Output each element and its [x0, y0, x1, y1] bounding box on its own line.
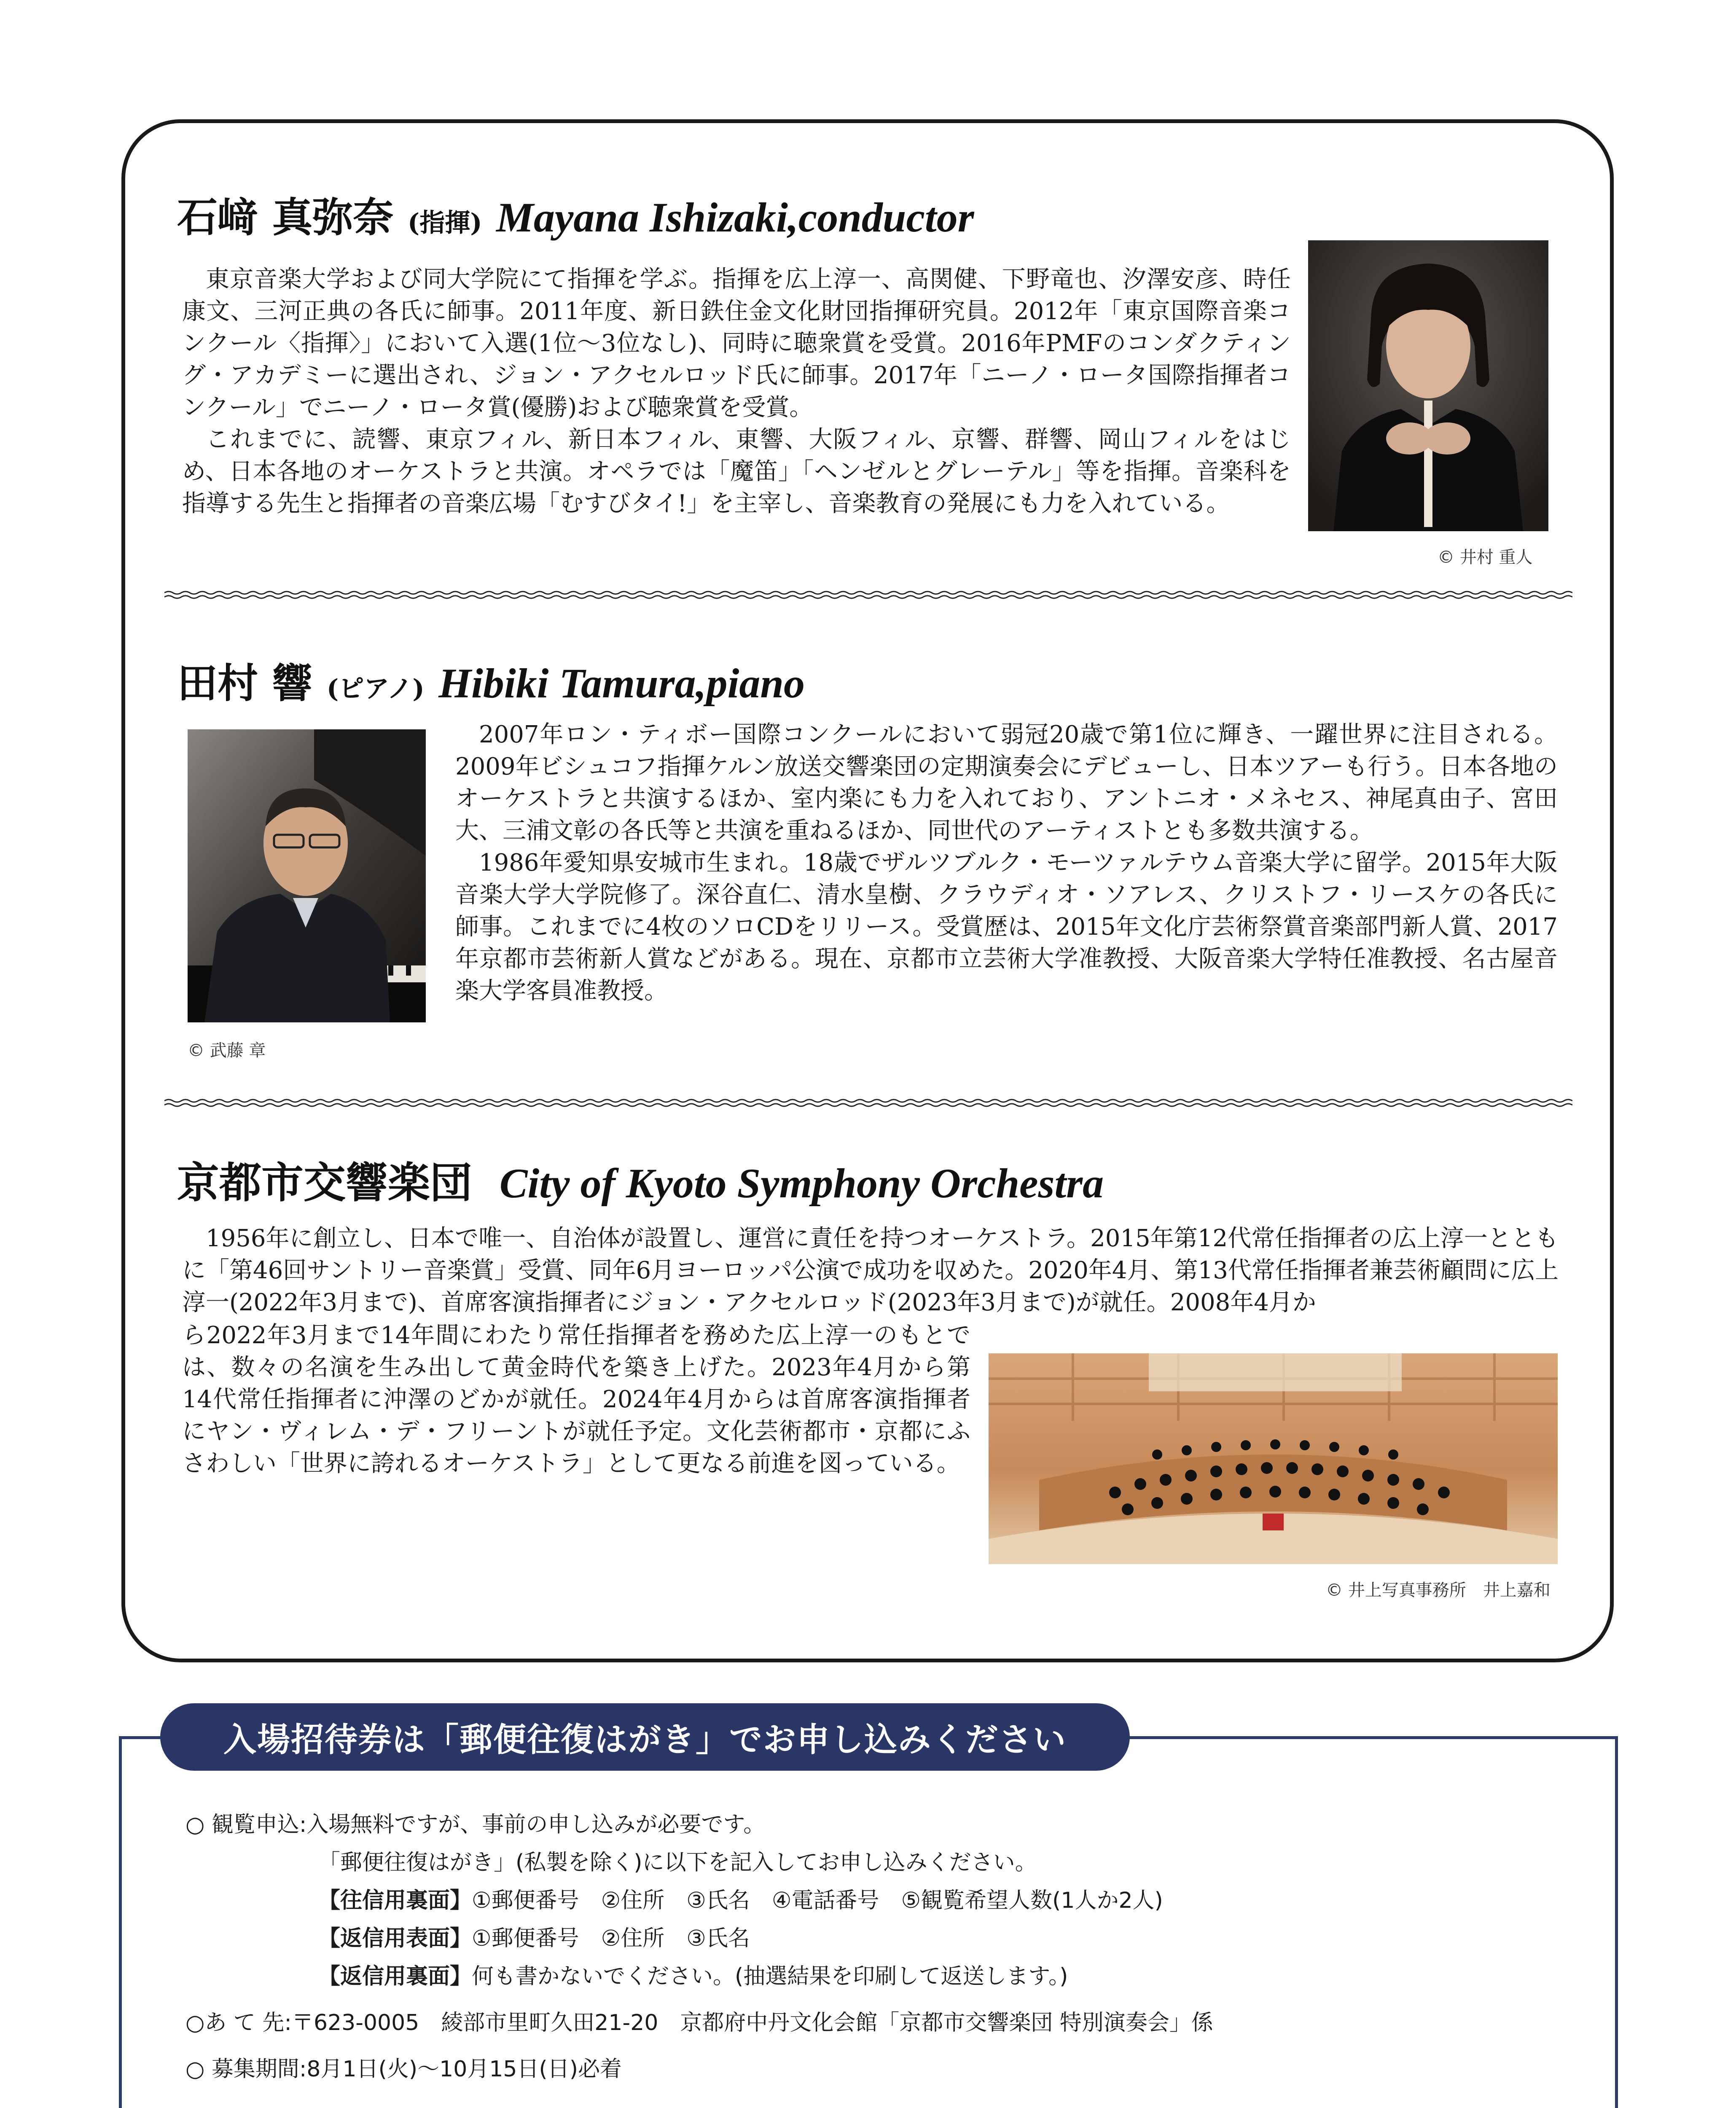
apply-reply-back-text: 何も書かないでください。(抽選結果を印刷して返送します。): [472, 1964, 1068, 1989]
apply-period-line: ○ 募集期間:8月1日(火)～10月15日(日)必着: [185, 2057, 622, 2082]
pianist-heading: [177, 651, 805, 709]
pianist-bio-paragraph: 2007年ロン・ティボー国際コンクールにおいて弱冠20歳で第1位に輝き、一躍世界に注目される。2009年ビシュコフ指揮ケルン放送交響楽団の定期演奏会にデビューし、日本ツアーも行う。日本各地のオーケストラと共演するほか、室内楽にも力を入れており、アントニオ・メネセス、神尾真由子、宮田大、三浦文彰の各氏等と共演を重ねるほか、同世代のアーティストとも多数共演する。: [455, 721, 1558, 844]
conductor-name-en: Mayana Ishizaki: [496, 194, 788, 241]
apply-outgoing-back-label: 【往信用裏面】: [318, 1888, 472, 1913]
orchestra-bio-paragraph: ら2022年3月まで14年間にわたり常任指揮者を務めた広上淳一のもとでは、数々の名演を生み出して黄金時代を築き上げた。2023年4月から第14代常任指揮者に沖澤のどかが就任。2024年4月からは首席客演指揮者にヤン・ヴィレム・デ・フリーントが就任予定。文化芸術都市・京都にふさわしい「世界に誇れるオーケストラ」として更なる前進を図っている。: [182, 1322, 970, 1477]
orchestra-name-en: City of Kyoto Symphony Orchestra: [499, 1160, 1104, 1207]
apply-outgoing-back-text: ①郵便番号 ②住所 ③氏名 ④電話番号 ⑤観覧希望人数(1人か2人): [472, 1888, 1163, 1913]
apply-reply-front-text: ①郵便番号 ②住所 ③氏名: [472, 1926, 750, 1951]
conductor-bio: [182, 264, 1291, 520]
conductor-bio-paragraph: 東京音楽大学および同大学院にて指揮を学ぶ。指揮を広上淳一、高関健、下野竜也、汐澤安彦、時任康文、三河正典の各氏に師事。2011年度、新日鉄住金文化財団指揮研究員。2012年「東京国際音楽コンクール〈指揮〉」において入選(1位～3位なし)、同時に聴衆賞を受賞。2016年PMFのコンダクティング・アカデミーに選出され、ジョン・アクセルロッド氏に師事。2017年「ニーノ・ロータ国際指揮者コンクール」でニーノ・ロータ賞(優勝)および聴衆賞を受賞。: [182, 266, 1291, 421]
conductor-name-jp: 石﨑 真弥奈: [177, 194, 394, 241]
orchestra-photo: [989, 1353, 1558, 1564]
pianist-role-jp: (ピアノ): [326, 674, 425, 704]
apply-reply-front-line: [318, 1920, 750, 1952]
orchestra-photo-credit: © 井上写真事務所 井上嘉和: [1326, 1581, 1551, 1600]
orchestra-bio-paragraph: 1956年に創立し、日本で唯一、自治体が設置し、運営に責任を持つオーケストラ。2015年第12代常任指揮者の広上淳一とともに「第46回サントリー音楽賞」受賞、同年6月ヨーロッパ公演で成功を収めた。2020年4月、第13代常任指揮者兼芸術顧問に広上淳一(2022年3月まで)、首席客演指揮者にジョン・アクセルロッド(2023年3月まで)が就任。2008年4月か: [182, 1225, 1559, 1316]
conductor-bio-paragraph: これまでに、読響、東京フィル、新日本フィル、東響、大阪フィル、京響、群響、岡山フィルをはじめ、日本各地のオーケストラと共演。オペラでは「魔笛」「ヘンゼルとグレーテル」等を指揮。音楽科を指導する先生と指揮者の音楽広場「むすびタイ!」を主宰し、音楽教育の発展にも力を入れている。: [182, 426, 1291, 517]
apply-outgoing-back-line: [318, 1882, 1163, 1914]
conductor-role-jp: (指揮): [407, 208, 482, 238]
apply-reply-front-label: 【返信用表面】: [318, 1926, 472, 1951]
apply-reply-back-line: [318, 1958, 1068, 1990]
pianist-bio-paragraph: 1986年愛知県安城市生まれ。18歳でザルツブルク・モーツァルテウム音楽大学に留学。2015年大阪音楽大学大学院修了。深谷直仁、清水皇樹、クラウディオ・ソアレス、クリストフ・リースケの各氏に師事。これまでに4枚のソロCDをリリース。受賞歴は、2015年文化庁芸術祭賞音楽部門新人賞、2017年京都市芸術新人賞などがある。現在、京都市立芸術大学准教授、大阪音楽大学特任准教授、名古屋音楽大学客員准教授。: [455, 849, 1558, 1005]
apply-address-line: ○あ て 先:〒623-0005 綾部市里町久田21-20 京都府中丹文化会館「京都市交響楽団 特別演奏会」係: [185, 2010, 1213, 2035]
wave-divider: [164, 1098, 1572, 1108]
pianist-name-en: Hibiki Tamura: [438, 660, 696, 707]
pianist-photo-credit: © 武藤 章: [188, 1041, 266, 1060]
apply-instruction-line: 「郵便往復はがき」(私製を除く)に以下を記入してお申し込みください。: [318, 1850, 1037, 1875]
pianist-role-en: ,piano: [696, 660, 805, 707]
orchestra-heading: [177, 1149, 1104, 1210]
orchestra-bio-rest: [182, 1320, 970, 1564]
conductor-role-en: ,conductor: [787, 194, 974, 241]
apply-intro-line: ○ 観覧申込:入場無料ですが、事前の申し込みが必要です。: [185, 1812, 766, 1837]
orchestra-name-jp: 京都市交響楽団: [177, 1158, 472, 1207]
conductor-photo-credit: © 井村 重人: [1438, 548, 1533, 567]
pianist-name-jp: 田村 響: [177, 659, 313, 707]
conductor-photo: [1308, 240, 1548, 531]
apply-reply-back-label: 【返信用裏面】: [318, 1964, 472, 1989]
pianist-photo: [188, 729, 426, 1022]
orchestra-bio-top: [182, 1223, 1559, 1319]
pianist-bio: [455, 719, 1558, 1007]
conductor-heading: [177, 186, 974, 243]
wave-divider: [164, 590, 1572, 600]
application-title: 入場招待券は「郵便往復はがき」でお申し込みください: [160, 1703, 1130, 1771]
